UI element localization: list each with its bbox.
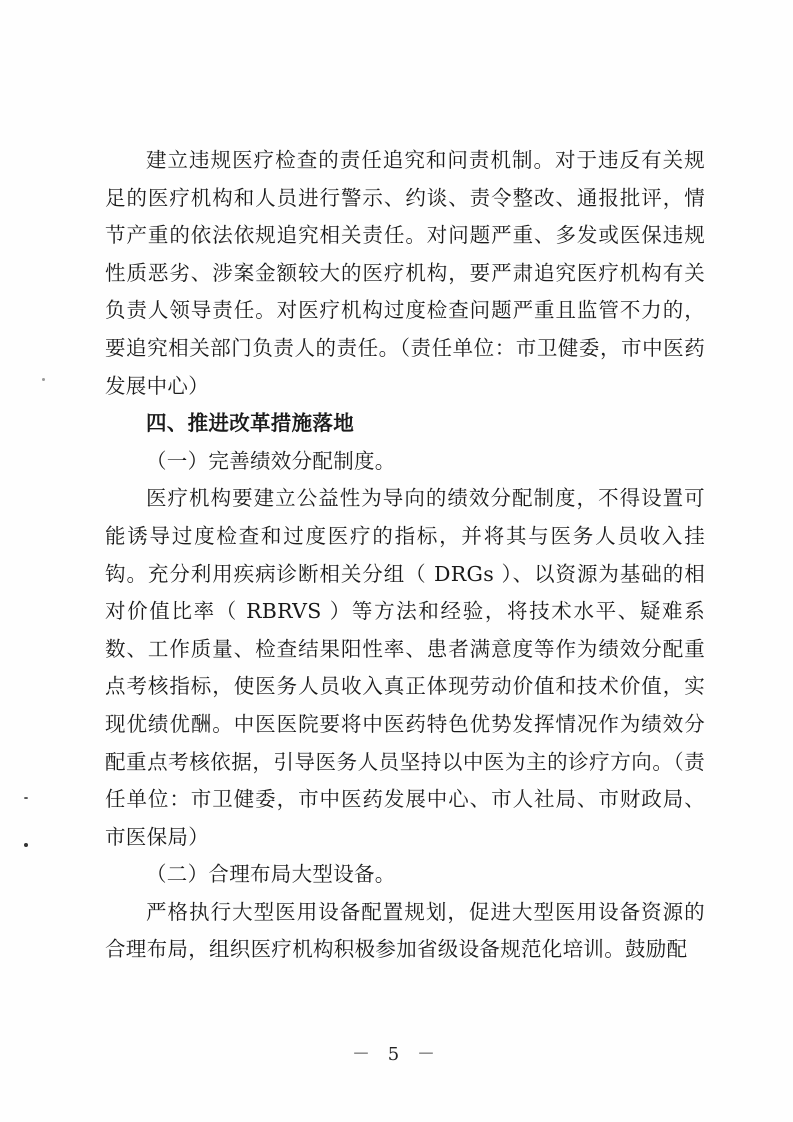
scan-speck [24,797,28,799]
page-number: － 5 － [352,1044,441,1065]
subsection-heading-performance: （一）完善绩效分配制度。 [146,448,396,473]
paragraph-equipment-layout: 严格执行大型医用设备配置规划，促进大型医用设备资源的合理布局，组织医疗机构积极参加省级设备规范化培训。鼓励配 [105,899,705,962]
subsection-heading-equipment: （二）合理布局大型设备。 [146,862,396,887]
paragraph-performance-distribution: 医疗机构要建立公益性为导向的绩效分配制度，不得设置可能诱导过度检查和过度医疗的指标，并将其与医务人员收入挂钩。充分利用疾病诊断相关分组（ DRGs ）、以资源为基础的相对价值比率（ RBRVS ）等方法和经验，将技术水平、疑难系数、工作质量、检查结果阳性率、患者满意度等作为绩效分配重点考核指标，使医务人员收入真正体现劳动价值和技术价值，实现优绩优酬。中医医院要将中医药特色优势发挥情况作为绩效分配重点考核依据，引导医务人员坚持以中医为主的诊疗方向。（责任单位：市卫健委，市中医药发展中心、市人社局、市财政局、市医保局） [105,486,705,849]
scan-speck [24,843,28,847]
section-heading-reform: 四、推进改革措施落地 [146,411,354,436]
scan-speck [42,378,45,381]
paragraph-accountability: 建立违规医疗检查的责任追究和问责机制。对于违反有关规足的医疗机构和人员进行警示、约谈、责令整改、通报批评，情节产重的依法依规追究相关责任。对问题严重、多发或医保违规性质恶劣、涉案金额较大的医疗机构，要严肃追究医疗机构有关负责人领导责任。对医疗机构过度检查问题严重且监管不力的，要追究相关部门负责人的责任。（责任单位：市卫健委，市中医药发展中心） [105,148,705,398]
document-body [105,142,705,969]
